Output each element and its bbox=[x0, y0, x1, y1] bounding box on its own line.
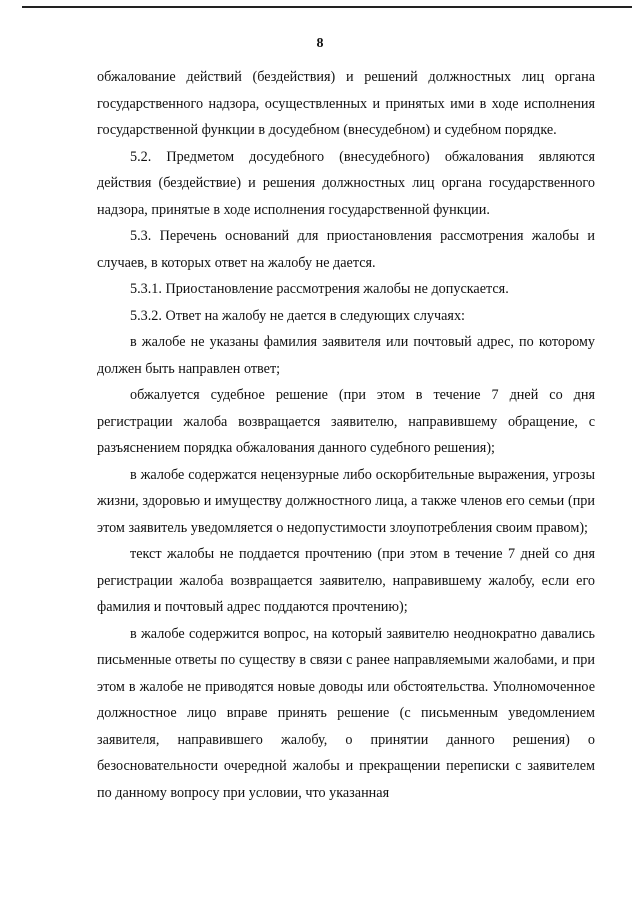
top-border-line bbox=[22, 6, 632, 8]
list-item-court-decision: обжалуется судебное решение (при этом в течение 7 дней со дня регистрации жалоба возвращается заявителю, направившему обращение, с разъяснением порядка обжалования данного судебного решения); bbox=[97, 387, 595, 456]
paragraph-5-3: 5.3. Перечень оснований для приостановления рассмотрения жалобы и случаев, в которых ответ на жалобу не дается. bbox=[97, 228, 595, 271]
paragraph-5-2: 5.2. Предметом досудебного (внесудебного) обжалования являются действия (бездействие) и решения должностных лиц органа государственного надзора, принятые в ходе исполнения государственной функции. bbox=[97, 148, 595, 218]
page-number: 8 bbox=[316, 36, 324, 51]
paragraph-5-3-1: 5.3.1. Приостановление рассмотрения жалобы не допускается. bbox=[130, 281, 509, 297]
paragraph-continuation: обжалование действий (бездействия) и решений должностных лиц органа государственного надзора, осуществленных и принятых ими в ходе исполнения государственной функции в досудебном (внесудебном) и судебном порядке. bbox=[97, 69, 595, 138]
paragraph-5-3-2: 5.3.2. Ответ на жалобу не дается в следующих случаях: bbox=[130, 307, 465, 324]
document-body bbox=[97, 64, 595, 806]
list-item-repeated-question: в жалобе содержится вопрос, на который заявителю неоднократно давались письменные ответы по существу в связи с ранее направляемыми жалобами, и при этом в жалобе не приводятся новые доводы или обстоятельства. Уполномоченное должностное лицо вправе принять решение (с письменным уведомлением заявителя, направившего жалобу, о принятии данного решения) о безосновательности очередной жалобы и прекращении переписки с заявителем по данному вопросу при условии, что указанная bbox=[97, 625, 595, 801]
list-item-offensive-language: в жалобе содержатся нецензурные либо оскорбительные выражения, угрозы жизни, здоровью и имуществу должностного лица, а также членов его семьи (при этом заявитель уведомляется о недопустимости злоупотребления своим правом); bbox=[97, 466, 595, 536]
list-item-no-name-or-address: в жалобе не указаны фамилия заявителя или почтовый адрес, по которому должен быть направлен ответ; bbox=[97, 334, 595, 377]
list-item-unreadable-text: текст жалобы не поддается прочтению (при этом в течение 7 дней со дня регистрации жалоба возвращается заявителю, направившему жалобу, если его фамилия и почтовый адрес поддаются прочтению); bbox=[97, 546, 595, 615]
